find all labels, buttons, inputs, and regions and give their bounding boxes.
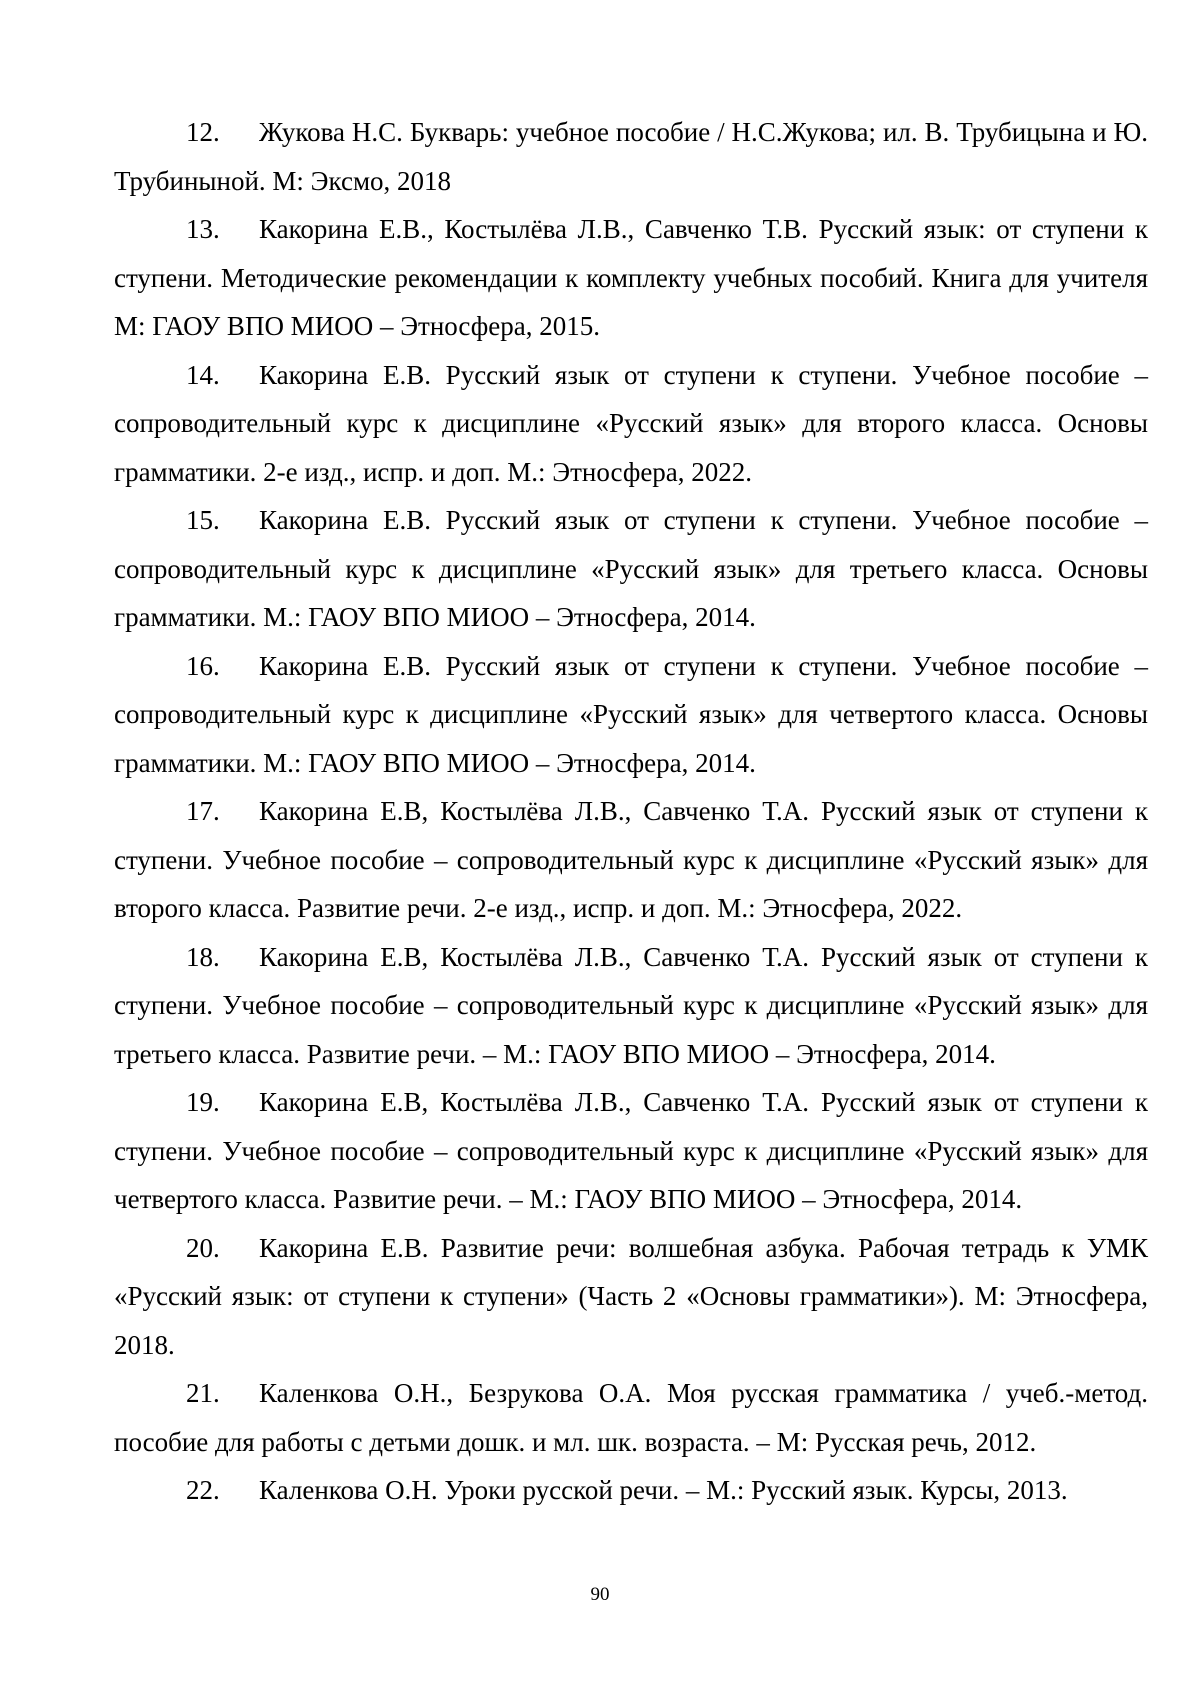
- reference-item: [114, 351, 1148, 497]
- reference-number: 14.: [186, 359, 220, 390]
- reference-number: 21.: [186, 1378, 220, 1408]
- reference-text: Каленкова О.Н., Безрукова О.А. Моя русская грамматика / учеб.-метод. пособие для работы с детьми дошк. и мл. шк. возраста. – М: Русская речь, 2012.: [114, 1378, 1148, 1457]
- reference-item: [114, 787, 1148, 933]
- reference-number: 15.: [186, 505, 220, 535]
- reference-item: [114, 933, 1148, 1079]
- reference-item: [114, 1369, 1148, 1466]
- reference-text: Какорина Е.В. Русский язык от ступени к ступени. Учебное пособие – сопроводительный курс к дисциплине «Русский язык» для четвертого класса. Основы грамматики. М.: ГАОУ ВПО МИОО – Этносфера, 2014.: [114, 650, 1148, 778]
- reference-item: [114, 642, 1148, 788]
- reference-text: Каленкова О.Н. Уроки русской речи. – М.: Русский язык. Курсы, 2013.: [259, 1475, 1068, 1505]
- page-number: 90: [590, 1584, 610, 1605]
- reference-number: 20.: [186, 1232, 220, 1263]
- reference-number: 12.: [186, 117, 220, 147]
- reference-number: 17.: [186, 796, 220, 826]
- reference-number: 18.: [186, 941, 220, 972]
- reference-text: Какорина Е.В. Русский язык от ступени к ступени. Учебное пособие – сопроводительный курс к дисциплине «Русский язык» для третьего класса. Основы грамматики. М.: ГАОУ ВПО МИОО – Этносфера, 2014.: [114, 505, 1148, 632]
- reference-number: 13.: [186, 214, 220, 244]
- reference-text: Какорина Е.В. Русский язык от ступени к ступени. Учебное пособие – сопроводительный курс к дисциплине «Русский язык» для второго класса. Основы грамматики. 2-е изд., испр. и доп. М.: Этносфера, 2022.: [114, 359, 1148, 487]
- reference-text: Какорина Е.В., Костылёва Л.В., Савченко Т.В. Русский язык: от ступени к ступени. Методические рекомендации к комплекту учебных пособий. Книга для учителя М: ГАОУ ВПО МИОО – Этносфера, 2015.: [114, 214, 1148, 341]
- reference-item: [114, 1224, 1148, 1370]
- reference-list: [114, 108, 1148, 1515]
- reference-item: [114, 1078, 1148, 1224]
- reference-item: [114, 1466, 1148, 1515]
- reference-text: Жукова Н.С. Букварь: учебное пособие / Н.С.Жукова; ил. В. Трубицына и Ю. Трубиныной. М: Эксмо, 2018: [114, 117, 1148, 196]
- reference-text: Какорина Е.В, Костылёва Л.В., Савченко Т.А. Русский язык от ступени к ступени. Учебное пособие – сопроводительный курс к дисциплине «Русский язык» для второго класса. Развитие речи. 2-е изд., испр. и доп. М.: Этносфера, 2022.: [114, 796, 1148, 923]
- reference-number: 16.: [186, 650, 220, 681]
- reference-item: [114, 496, 1148, 642]
- reference-number: 19.: [186, 1087, 220, 1117]
- reference-text: Какорина Е.В, Костылёва Л.В., Савченко Т.А. Русский язык от ступени к ступени. Учебное пособие – сопроводительный курс к дисциплине «Русский язык» для третьего класса. Развитие речи. – М.: ГАОУ ВПО МИОО – Этносфера, 2014.: [114, 941, 1148, 1069]
- reference-number: 22.: [186, 1475, 220, 1505]
- reference-item: [114, 108, 1148, 205]
- reference-text: Какорина Е.В. Развитие речи: волшебная азбука. Рабочая тетрадь к УМК «Русский язык: от ступени к ступени» (Часть 2 «Основы грамматики»). М: Этносфера, 2018.: [114, 1232, 1148, 1360]
- reference-item: [114, 205, 1148, 351]
- reference-text: Какорина Е.В, Костылёва Л.В., Савченко Т.А. Русский язык от ступени к ступени. Учебное пособие – сопроводительный курс к дисциплине «Русский язык» для четвертого класса. Развитие речи. – М.: ГАОУ ВПО МИОО – Этносфера, 2014.: [114, 1087, 1148, 1214]
